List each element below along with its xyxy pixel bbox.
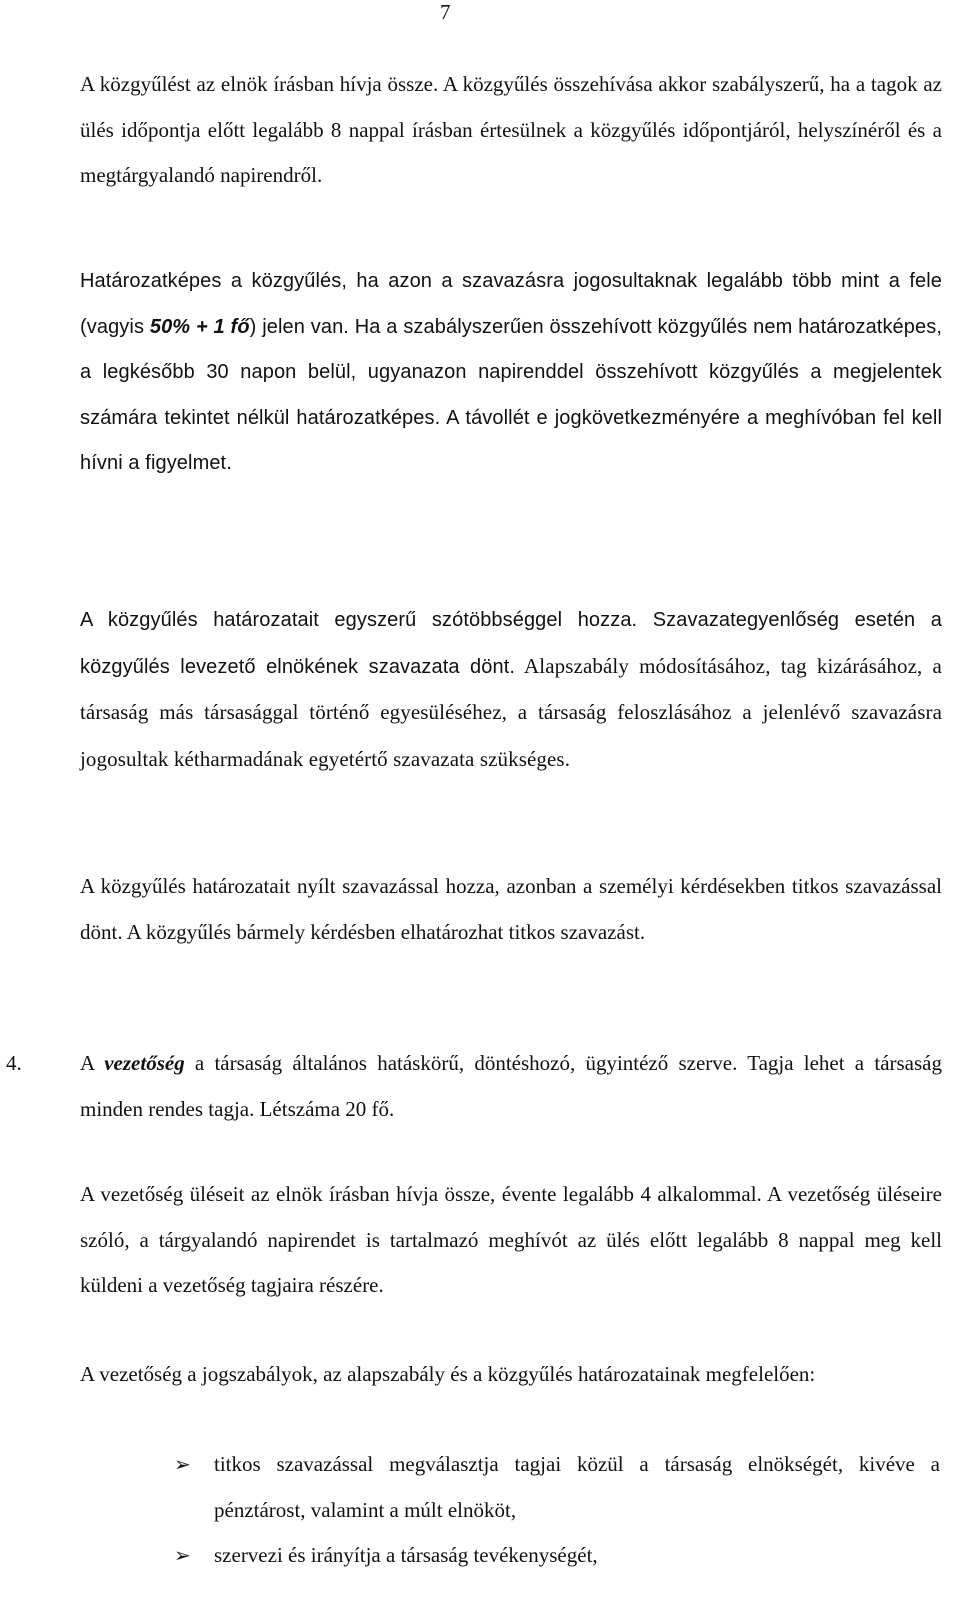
board-text-end: a társaság általános hatáskörű, döntéshozó, ügyintéző szerve. Tagja lehet a társaság minden rendes tagja. Létszáma 20 fő. <box>80 1051 942 1121</box>
section-number: 4. <box>6 1051 22 1075</box>
paragraph-voting-method: A közgyűlés határozatait nyílt szavazással hozza, azonban a személyi kérdésekben titkos szavazással dönt. A közgyűlés bármely kérdésben elhatározhat titkos szavazást. <box>80 874 942 944</box>
paragraph-board <box>80 1041 942 1132</box>
list-item-text: szervezi és irányítja a társaság tevékenységét, <box>214 1543 598 1567</box>
list-item <box>174 1442 940 1533</box>
paragraph-convening: A közgyűlést az elnök írásban hívja össze. A közgyűlés összehívása akkor szabályszerű, ha a tagok az ülés időpontja előtt legalább 8 nappal írásban értesülnek a közgyűlés időpontjáról, helyszínéről és a megtárgyalandó napirendről. <box>80 72 942 187</box>
paragraph-board-duties: A vezetőség a jogszabályok, az alapszabály és a közgyűlés határozatainak megfelelően: <box>80 1362 816 1386</box>
quorum-text-end: ) jelen van. <box>249 315 349 338</box>
page-number: 7 <box>440 0 451 24</box>
arrow-bullet-icon: ➢ <box>174 1452 191 1476</box>
decisions-qualified-text: Alapszabály módosításához, tag kizárásához, a társaság más társasággal történő egyesüléséhez, a társaság feloszlásához a jelenlévő szavazásra jogosultak kétharmadának egyetértő szavazata szükséges. <box>80 653 942 771</box>
list-item-text: titkos szavazással megválasztja tagjai közül a társaság elnökségét, kivéve a pénztárost, valamint a múlt elnököt, <box>214 1452 940 1522</box>
board-text-start: A <box>80 1051 105 1075</box>
paragraph-board-meetings: A vezetőség üléseit az elnök írásban hívja össze, évente legalább 4 alkalommal. A vezetőség üléseire szóló, a tárgyalandó napirendet is tartalmazó meghívót az ülés előtt legalább 8 nappal meg kell küldeni a vezetőség tagjaira részére. <box>80 1182 942 1297</box>
quorum-text-start: Határozatképes a közgyűlés, ha azon a szavazásra jogosultaknak legalább több mint a fele (vagyis <box>80 270 942 338</box>
quorum-repeat-text: Ha a szabályszerűen összehívott közgyűlés nem határozatképes, a legkésőbb 30 napon belül, ugyanazon napirenddel összehívott közgyűlés a megjelentek számára tekintet nélkül határozatképes. A távollét e jogkövetkezményére a meghívóban fel kell hívni a figyelmet. <box>80 315 942 474</box>
paragraph-quorum <box>80 259 942 487</box>
paragraph-decisions <box>80 598 942 783</box>
board-duties-list <box>174 1442 940 1579</box>
board-term: vezetőség <box>104 1051 185 1075</box>
list-item <box>174 1533 940 1579</box>
arrow-bullet-icon: ➢ <box>174 1543 191 1567</box>
decisions-majority-text: A közgyűlés határozatait egyszerű szótöbbséggel hozza. Szavazategyenlőség esetén a közgyűlés levezető elnökének szavazata dönt. <box>80 609 942 678</box>
quorum-majority: 50% + 1 fő <box>149 315 250 338</box>
